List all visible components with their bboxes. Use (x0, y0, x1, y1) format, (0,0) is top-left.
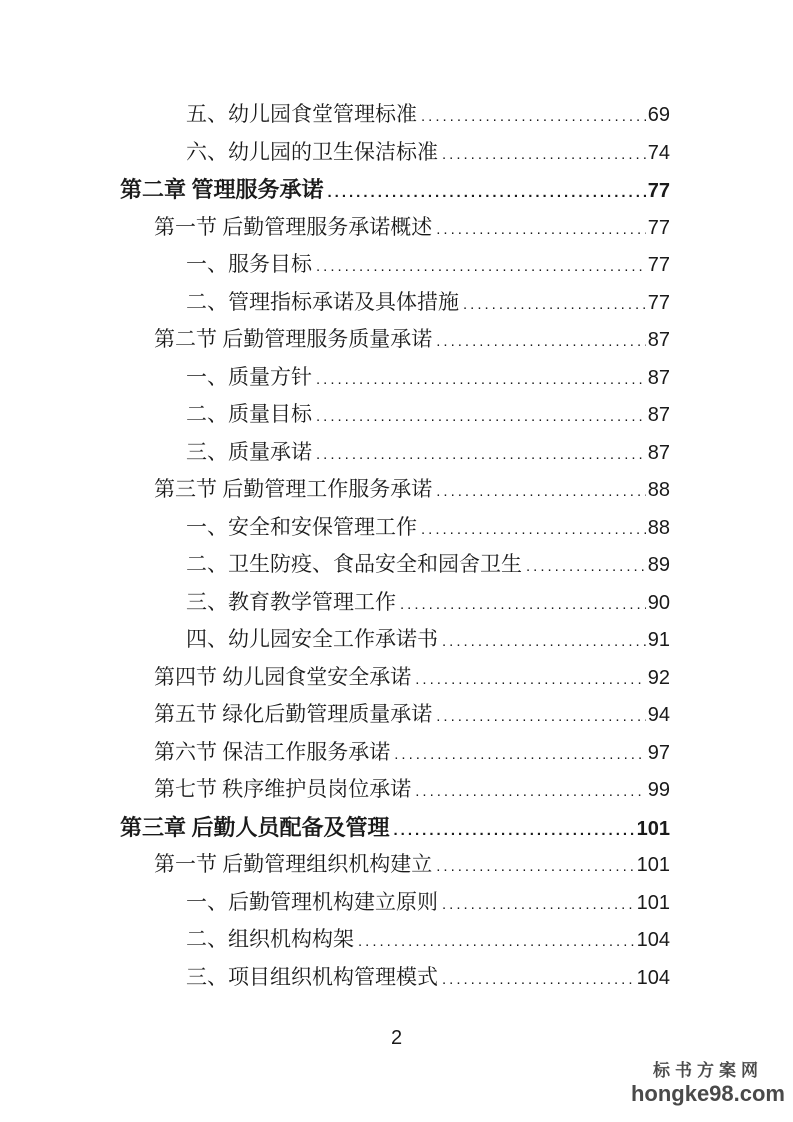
toc-entry (120, 659, 670, 697)
toc-leader-dots (432, 848, 634, 886)
toc-entry-page: 88 (647, 516, 670, 539)
toc-entry-page: 87 (647, 366, 670, 389)
toc-entry (120, 921, 670, 959)
toc-entry (120, 471, 670, 509)
toc-entry-page: 101 (636, 854, 670, 876)
toc-leader-dots (432, 698, 646, 736)
toc-entry-page: 87 (647, 329, 670, 351)
toc-leader-dots (438, 961, 635, 999)
toc-entry (120, 171, 670, 209)
toc-entry (120, 771, 670, 809)
toc-leader-dots (312, 398, 646, 436)
watermark-site-name: 标书方案网 (652, 1061, 763, 1080)
toc-leader-dots (390, 812, 635, 850)
toc-leader-dots (396, 586, 646, 624)
toc-entry-label: 第七节 秩序维护员岗位承诺 (154, 777, 412, 801)
toc-entry-page: 91 (647, 629, 670, 651)
toc-entry-label: 第一节 后勤管理组织机构建立 (154, 852, 433, 876)
toc-entry-page: 90 (647, 591, 670, 614)
toc-entry (120, 734, 670, 772)
toc-entry-page: 77 (647, 180, 670, 202)
toc-entry (120, 284, 670, 322)
toc-leader-dots (522, 548, 646, 586)
toc-entry-page: 89 (647, 554, 670, 576)
toc-entry (120, 209, 670, 247)
toc-entry-page: 104 (636, 929, 670, 951)
toc-entry-page: 97 (647, 741, 670, 764)
toc-entry (120, 321, 670, 359)
toc-entry (120, 621, 670, 659)
toc-entry-page: 101 (636, 817, 670, 840)
toc-leader-dots (411, 773, 646, 811)
toc-entry-label: 第六节 保洁工作服务承诺 (154, 739, 391, 764)
toc-entry-label: 第二章 管理服务承诺 (120, 177, 324, 202)
toc-entry (120, 546, 670, 584)
toc-entry-label: 四、幼儿园安全工作承诺书 (186, 627, 438, 651)
toc-entry-label: 六、幼儿园的卫生保洁标准 (186, 139, 438, 164)
toc-leader-dots (432, 211, 646, 249)
toc-entry (120, 509, 670, 547)
toc-leader-dots (432, 473, 646, 511)
toc-entry-label: 二、质量目标 (186, 402, 312, 426)
toc-entry (120, 959, 670, 997)
toc-entry-label: 二、组织机构构架 (186, 927, 354, 951)
page-number: 2 (390, 1027, 403, 1049)
toc-entry-label: 二、卫生防疫、食品安全和园舍卫生 (186, 552, 522, 576)
toc-entry (120, 434, 670, 472)
toc-entry (120, 134, 670, 172)
toc-entry (120, 396, 670, 434)
toc-entry (120, 246, 670, 284)
toc-entry-page: 104 (636, 966, 670, 989)
toc-entry-label: 第五节 绿化后勤管理质量承诺 (154, 702, 433, 726)
toc-leader-dots (417, 98, 646, 136)
toc-entry (120, 96, 670, 134)
toc-entry-page: 87 (647, 404, 670, 426)
toc-entry (120, 584, 670, 622)
toc-leader-dots (312, 361, 646, 399)
toc-leader-dots (324, 174, 646, 212)
toc-entry-page: 94 (647, 704, 670, 726)
toc-entry-label: 三、质量承诺 (186, 439, 312, 464)
toc-leader-dots (411, 661, 646, 699)
toc-leader-dots (438, 886, 635, 924)
toc-entry-label: 一、质量方针 (186, 364, 312, 389)
toc-leader-dots (432, 323, 646, 361)
toc-entry-page: 99 (647, 779, 670, 801)
toc-entry-page: 101 (636, 891, 670, 914)
toc-leader-dots (354, 923, 635, 961)
toc-entry (120, 884, 670, 922)
toc-entry-label: 第二节 后勤管理服务质量承诺 (154, 327, 433, 351)
toc-leader-dots (459, 286, 646, 324)
toc-entry-page: 77 (647, 216, 670, 239)
toc-leader-dots (417, 511, 646, 549)
toc-leader-dots (312, 248, 646, 286)
toc-entry-label: 第三节 后勤管理工作服务承诺 (154, 477, 433, 501)
toc-entry-label: 五、幼儿园食堂管理标准 (186, 102, 417, 126)
toc-entry-page: 87 (647, 441, 670, 464)
site-watermark (631, 1060, 785, 1106)
toc-entry-label: 第一节 后勤管理服务承诺概述 (154, 214, 433, 239)
toc-entry-label: 一、安全和安保管理工作 (186, 514, 417, 539)
toc-list (120, 96, 670, 996)
toc-entry-label: 三、项目组织机构管理模式 (186, 964, 438, 989)
toc-entry (120, 359, 670, 397)
toc-entry (120, 846, 670, 884)
watermark-site-url: hongke98.com (630, 1081, 785, 1106)
toc-entry-page: 77 (647, 254, 670, 276)
toc-entry-page: 69 (647, 104, 670, 126)
toc-leader-dots (438, 623, 646, 661)
toc-entry-label: 第四节 幼儿园食堂安全承诺 (154, 664, 412, 689)
toc-entry (120, 809, 670, 847)
toc-entry-page: 92 (647, 666, 670, 689)
toc-leader-dots (390, 736, 646, 774)
toc-entry-page: 74 (647, 141, 670, 164)
toc-entry-label: 一、后勤管理机构建立原则 (186, 889, 438, 914)
toc-entry (120, 696, 670, 734)
toc-entry-label: 二、管理指标承诺及具体措施 (186, 289, 459, 314)
toc-leader-dots (312, 436, 646, 474)
toc-leader-dots (438, 136, 646, 174)
toc-entry-page: 88 (647, 479, 670, 501)
toc-entry-label: 第三章 后勤人员配备及管理 (120, 814, 390, 840)
toc-entry-label: 三、教育教学管理工作 (186, 589, 396, 614)
toc-entry-page: 77 (647, 291, 670, 314)
toc-entry-label: 一、服务目标 (186, 252, 312, 276)
